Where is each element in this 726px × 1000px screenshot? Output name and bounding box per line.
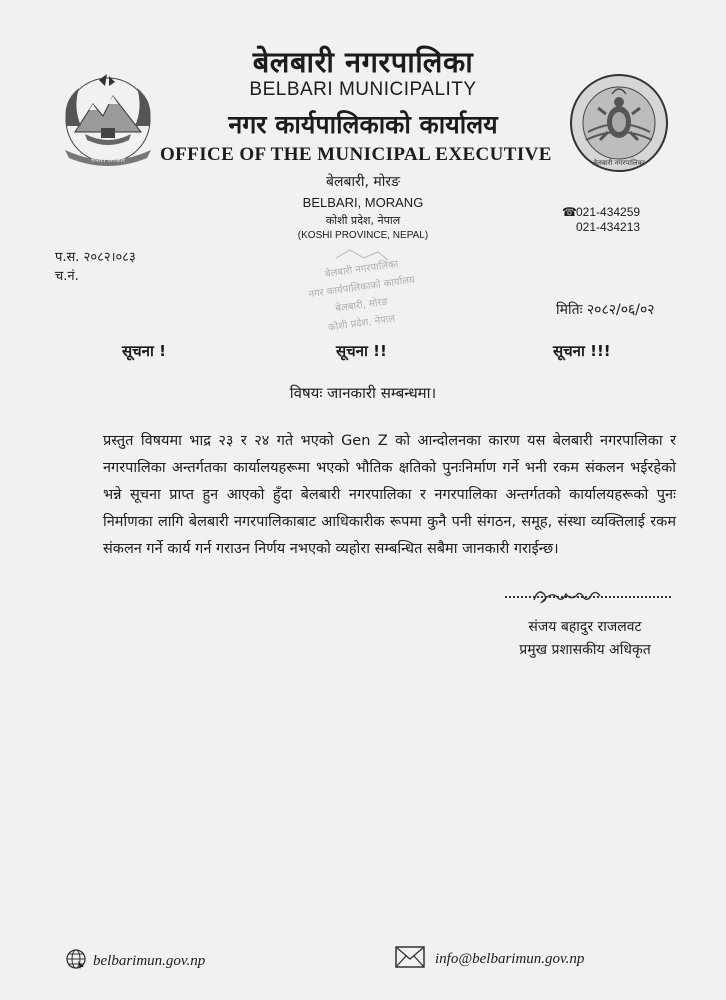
emblem-left-text: नेपाल सरकार bbox=[90, 156, 126, 164]
signer-name: संजय बहादुर राजलवट bbox=[528, 619, 642, 635]
reference-block bbox=[55, 248, 136, 286]
website-link[interactable]: belbarimun.gov.np bbox=[93, 953, 206, 969]
letter-number: प.स. २०८२।०८३ bbox=[55, 250, 136, 265]
phone-number: 021-434213 bbox=[576, 220, 641, 234]
signature-scribble-icon bbox=[530, 586, 604, 610]
province-np: कोशी प्रदेश, नेपाल bbox=[325, 214, 401, 227]
notice-heading: सूचना !!! bbox=[553, 342, 611, 360]
notice-heading: सूचना !! bbox=[336, 342, 387, 360]
envelope-icon bbox=[395, 946, 425, 973]
stamp-line-1: बेलबारी नगरपालिका bbox=[324, 258, 399, 281]
address-en: BELBARI, MORANG bbox=[302, 195, 424, 210]
globe-icon bbox=[65, 948, 87, 975]
email-link[interactable]: info@belbarimun.gov.np bbox=[435, 951, 585, 967]
telephone-icon: ☎ bbox=[562, 205, 577, 219]
stamp-line-4: कोशी प्रदेश, नेपाल bbox=[327, 313, 396, 334]
phone-number: 021-434259 bbox=[576, 205, 641, 219]
subject-line: विषयः जानकारी सम्बन्धमा। bbox=[289, 384, 437, 402]
office-title-en: OFFICE OF THE MUNICIPAL EXECUTIVE bbox=[160, 144, 552, 165]
municipality-title-en: BELBARI MUNICIPALITY bbox=[249, 79, 477, 100]
address-np: बेलबारी, मोरङ bbox=[325, 174, 400, 190]
province-en: (KOSHI PROVINCE, NEPAL) bbox=[297, 230, 429, 241]
signer-designation: प्रमुख प्रशासकीय अधिकृत bbox=[519, 642, 651, 658]
municipality-title-np: बेलबारी नगरपालिका bbox=[252, 45, 474, 79]
letter-date: मितिः २०८२/०६/०२ bbox=[556, 302, 655, 318]
stamp-line-3: बेलबारी, मोरङ bbox=[334, 296, 389, 315]
stamp-line-2: नगर कार्यपालिकाको कार्यालय bbox=[307, 274, 416, 301]
dispatch-number: च.नं. bbox=[55, 269, 79, 284]
notice-heading: सूचना ! bbox=[122, 342, 166, 360]
footer-email[interactable] bbox=[395, 946, 584, 973]
phone-block bbox=[562, 205, 640, 235]
footer-website[interactable] bbox=[65, 948, 205, 975]
office-title-np: नगर कार्यपालिकाको कार्यालय bbox=[228, 110, 498, 139]
signer-block bbox=[480, 616, 690, 662]
signature-line bbox=[505, 596, 671, 598]
emblem-right-text: बेलबारी नगरपालिका bbox=[593, 159, 645, 167]
notice-body: प्रस्तुत विषयमा भाद्र २३ र २४ गते भएको Gen Z को आन्दोलनका कारण यस बेलबारी नगरपालिका र नगरपालिका अन्तर्गतका कार्यालयहरूमा भएको भौतिक क्षतिको पुनःनिर्माण गर्ने भनी रकम संकलन भईरहेको भन्ने सूचना प्राप्त हुन आएको हुँदा बेलबारी नगरपालिका र नगरपालिका अन्तर्गतको कार्यालयहरूको पुनः निर्माणका लागि बेलबारी नगरपालिकाबाट आधिकारीक रूपमा कुनै पनी संगठन, समूह, संस्था व्यक्तिलाई रकम संकलन गर्ने कार्य गर्न गराउन निर्णय नभएको व्यहोरा सम्बन्धित सबैमा जानकारी गराईन्छ। bbox=[103, 433, 676, 557]
office-stamp bbox=[292, 248, 432, 336]
